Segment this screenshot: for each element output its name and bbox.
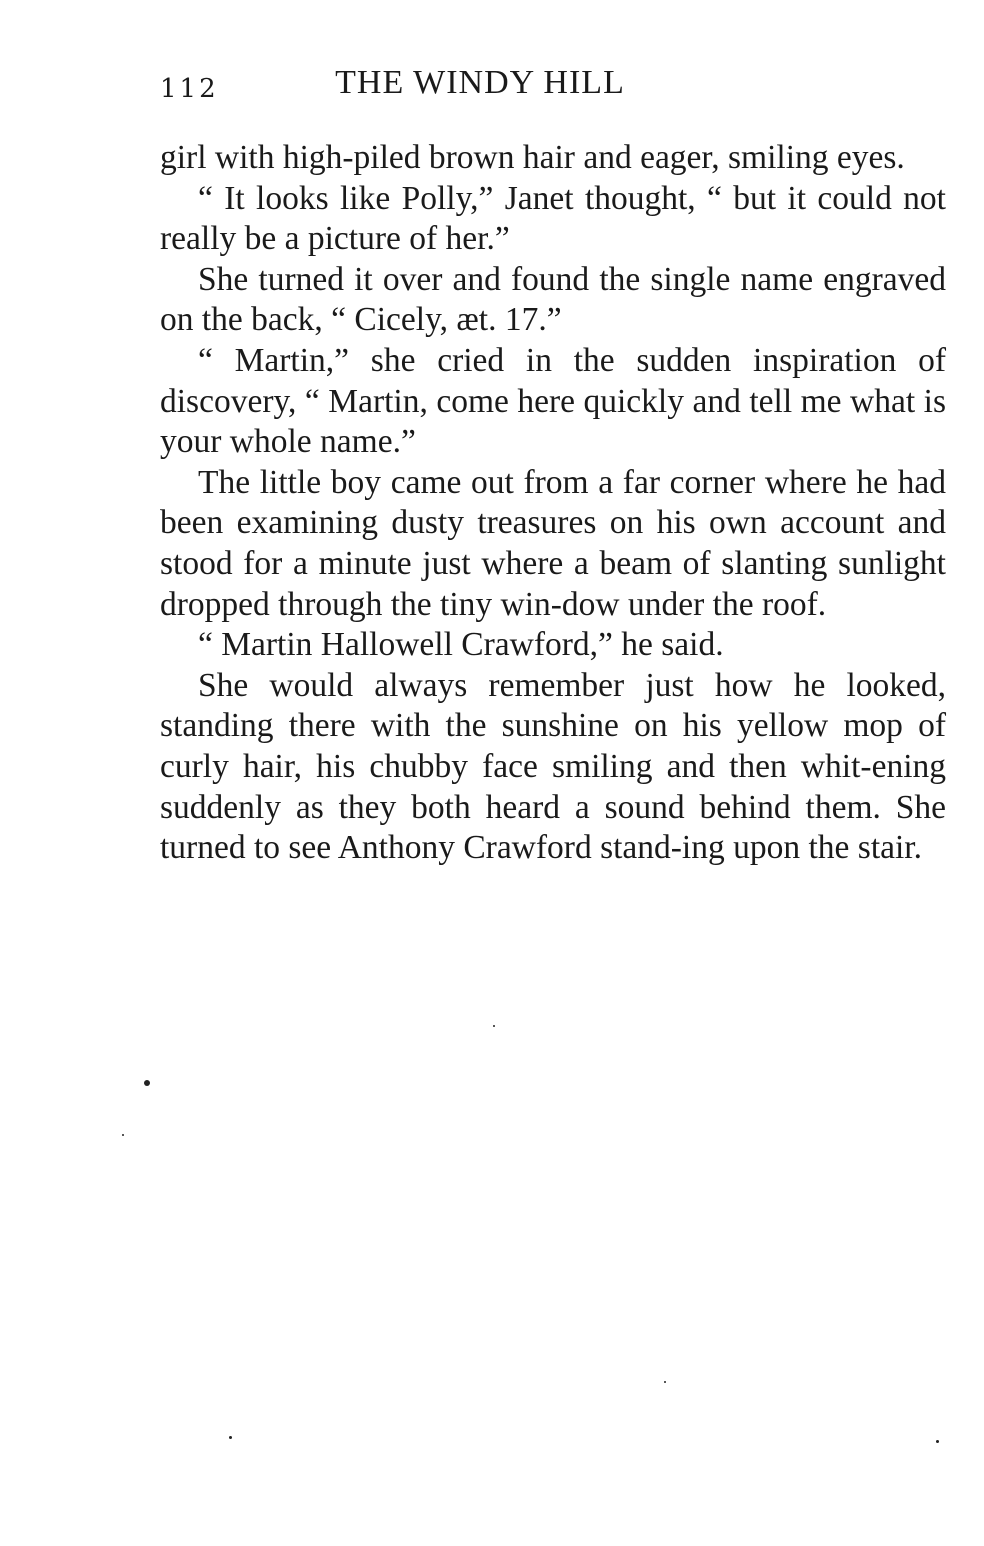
scan-speck bbox=[493, 1025, 495, 1027]
paragraph: She turned it over and found the single name engraved on the back, “ Cicely, æt. 17.” bbox=[160, 260, 946, 339]
paragraph: She would always remember just how he looked, standing there with the sunshine on his yellow mop of curly hair, his chubby face smiling and then whit-ening suddenly as they both heard a sound behind them. She turned to see Anthony Crawford stand-ing upon the stair. bbox=[160, 666, 946, 867]
paragraph: “ Martin,” she cried in the sudden inspiration of discovery, “ Martin, come here quickly and tell me what is your whole name.” bbox=[160, 341, 946, 461]
scan-speck bbox=[229, 1436, 232, 1439]
paragraph: “ Martin Hallowell Crawford,” he said. bbox=[198, 626, 724, 664]
body-text bbox=[160, 138, 946, 869]
scan-speck bbox=[936, 1440, 939, 1443]
scan-speck bbox=[144, 1080, 150, 1086]
running-title: THE WINDY HILL bbox=[335, 64, 625, 101]
paragraph: girl with high-piled brown hair and eager, smiling eyes. bbox=[160, 139, 905, 176]
scan-speck bbox=[122, 1134, 124, 1136]
page-number: 112 bbox=[160, 74, 219, 104]
paragraph: The little boy came out from a far corner where he had been examining dusty treasures on his own account and stood for a minute just where a beam of slanting sunlight dropped through the tiny win-dow under the roof. bbox=[160, 463, 946, 623]
page-header bbox=[160, 64, 946, 108]
scan-speck bbox=[664, 1381, 666, 1383]
paragraph: “ It looks like Polly,” Janet thought, “ but it could not really be a picture of her.” bbox=[160, 179, 946, 258]
